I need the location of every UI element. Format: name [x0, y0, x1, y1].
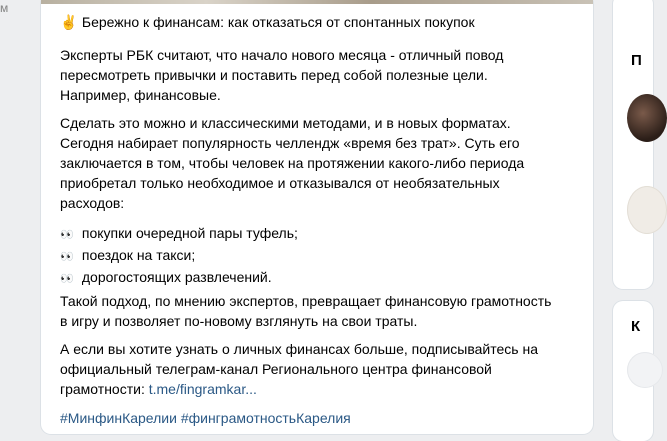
avatar[interactable] — [627, 186, 667, 234]
hashtag-link[interactable]: #МинфинКарелии — [60, 410, 177, 426]
text-line: А если вы хотите узнать о личных финансах больше, подписывайтесь на — [60, 341, 538, 357]
right-sidebar-card — [613, 0, 653, 289]
post-title — [60, 12, 580, 32]
text-line: Такой подход, по мнению экспертов, превращает финансовую грамотность — [60, 293, 552, 309]
telegram-link[interactable]: t.me/fingramkar... — [148, 381, 257, 397]
avatar[interactable] — [627, 94, 667, 142]
text-line: Например, финансовые. — [60, 87, 221, 103]
avatar[interactable] — [627, 352, 663, 388]
list-item — [60, 267, 580, 289]
post-image-edge — [41, 0, 593, 4]
hashtag-link[interactable]: #финграмотностьКарелия — [180, 410, 351, 426]
victory-hand-icon: ✌️ — [60, 14, 78, 30]
hashtags — [60, 408, 351, 428]
text-prefix: грамотности: — [60, 381, 149, 397]
paragraph-4 — [60, 339, 580, 399]
list-item-text: покупки очередной пары туфель; — [81, 225, 298, 241]
text-line: пересмотреть привычки и поставить перед собой полезные цели. — [60, 67, 488, 83]
text-line: в игру и позволяет по-новому взглянуть на свои траты. — [60, 313, 418, 329]
list-item-text: дорогостоящих развлечений. — [81, 269, 272, 285]
list-item-text: поездок на такси; — [81, 247, 196, 263]
text-line: расходов: — [60, 195, 125, 211]
text-line — [60, 379, 580, 399]
list-item — [60, 245, 580, 267]
list-item — [60, 223, 580, 245]
paragraph-2 — [60, 113, 580, 213]
sidebar-text-fragment: м — [0, 1, 9, 15]
text-line: Сделать это можно и классическими методами, и в новых форматах. — [60, 115, 511, 131]
right-card-title: П — [631, 52, 642, 69]
eyes-icon: 👀 — [60, 273, 72, 285]
paragraph-1 — [60, 45, 580, 105]
text-line: Сегодня набирает популярность челлендж «время без трат». Суть его — [60, 135, 520, 151]
eyes-icon: 👀 — [60, 251, 72, 263]
bullet-list — [60, 223, 580, 289]
paragraph-3 — [60, 291, 580, 331]
post-title-text: Бережно к финансам: как отказаться от спонтанных покупок — [81, 14, 475, 30]
text-line: официальный телеграм-канал Регионального центра финансовой — [60, 361, 492, 377]
text-line: приобретал только необходимое и отказывался от необязательных — [60, 175, 500, 191]
right-card-2-title: К — [631, 318, 641, 335]
left-sidebar — [0, 0, 40, 425]
text-line: Эксперты РБК считают, что начало нового месяца - отличный повод — [60, 47, 504, 63]
eyes-icon: 👀 — [60, 229, 72, 241]
text-line: заключается в том, чтобы человек на протяжении какого-либо периода — [60, 155, 525, 171]
